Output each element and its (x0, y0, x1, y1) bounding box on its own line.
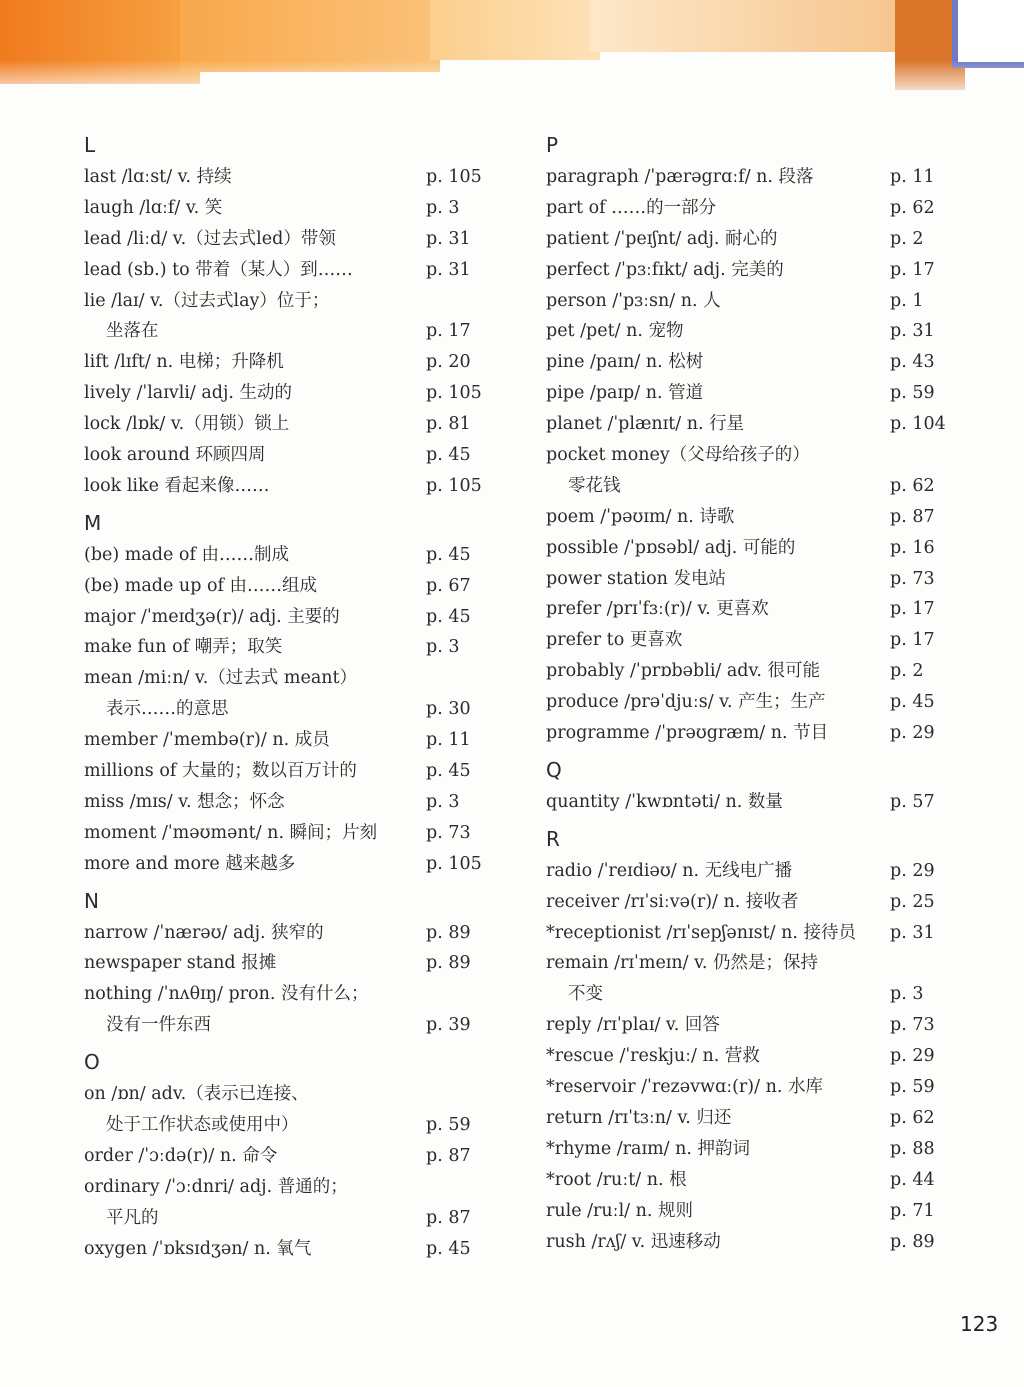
glossary-entry (546, 687, 966, 718)
letter-section-p (546, 128, 966, 749)
entry-term: member /ˈmembə(r)/ n. 成员 (84, 730, 330, 751)
glossary-entry (546, 948, 966, 979)
entry-term: miss /mɪs/ v. 想念；怀念 (84, 791, 285, 812)
glossary-entry (546, 564, 966, 595)
entry-page-ref: p. 43 (890, 352, 935, 373)
entry-continuation (84, 1203, 504, 1234)
entry-term: paragraph /ˈpærəgrɑːf/ n. 段落 (546, 167, 814, 187)
entry-page-ref: p. 88 (890, 1138, 935, 1159)
entry-term: look like 看起来像…… (84, 475, 270, 496)
entry-term: prefer to 更喜欢 (546, 630, 683, 651)
glossary-entry (84, 849, 504, 880)
entry-page-ref: p. 59 (890, 383, 935, 404)
entry-term: 零花钱 (568, 475, 621, 496)
entry-page-ref: p. 105 (426, 853, 482, 874)
glossary-entry (84, 1141, 504, 1172)
glossary-entry (84, 1172, 504, 1203)
entry-term: power station 发电站 (546, 568, 726, 589)
glossary-entry (546, 1072, 966, 1103)
entry-page-ref: p. 17 (890, 599, 935, 620)
entry-continuation (84, 1010, 504, 1041)
glossary-entry (84, 378, 504, 409)
entry-page-ref: p. 105 (426, 167, 482, 187)
glossary-entry (84, 818, 504, 849)
entry-page-ref: p. 17 (890, 259, 935, 280)
entry-page-ref: p. 17 (426, 321, 471, 342)
glossary-entry (84, 440, 504, 471)
entry-term: major /ˈmeɪdʒə(r)/ adj. 主要的 (84, 606, 340, 627)
glossary-entry (546, 1227, 966, 1258)
entry-page-ref: p. 87 (890, 506, 935, 527)
entry-page-ref: p. 25 (890, 891, 935, 912)
entry-term: 坐落在 (106, 321, 159, 342)
entry-term: lift /lɪft/ n. 电梯；升降机 (84, 352, 284, 373)
entry-term: return /rɪˈtɜːn/ v. 归还 (546, 1107, 732, 1128)
glossary-entry (84, 602, 504, 633)
section-letter: L (84, 133, 96, 157)
glossary-entry (84, 918, 504, 949)
entry-continuation (84, 316, 504, 347)
entry-page-ref: p. 39 (426, 1015, 471, 1036)
glossary-entry (546, 594, 966, 625)
entry-page-ref: p. 11 (890, 167, 935, 187)
glossary-entry (84, 540, 504, 571)
entry-page-ref: p. 62 (890, 1107, 935, 1128)
entry-term: rule /ruːl/ n. 规则 (546, 1200, 694, 1221)
glossary-entry (546, 378, 966, 409)
glossary-entry (546, 1041, 966, 1072)
entry-term: lead (sb.) to 带着（某人）到…… (84, 259, 353, 280)
glossary-entry (84, 725, 504, 756)
letter-section-r (546, 822, 966, 1258)
entry-term: laugh /lɑːf/ v. 笑 (84, 197, 223, 218)
glossary-entry (546, 1134, 966, 1165)
entry-term: reply /rɪˈplaɪ/ v. 回答 (546, 1015, 720, 1036)
entry-term: planet /ˈplænɪt/ n. 行星 (546, 414, 745, 435)
entry-term: *root /ruːt/ n. 根 (546, 1169, 687, 1190)
section-letter: R (546, 826, 560, 851)
entry-term: poem /ˈpəʊɪm/ n. 诗歌 (546, 506, 735, 527)
entry-term: look around 环顾四周 (84, 445, 266, 466)
glossary-right-column (546, 124, 966, 1257)
entry-term: perfect /ˈpɜːfɪkt/ adj. 完美的 (546, 259, 784, 280)
entry-page-ref: p. 89 (890, 1231, 935, 1252)
entry-term: more and more 越来越多 (84, 853, 296, 874)
entry-page-ref: p. 67 (426, 575, 471, 596)
entry-term: last /lɑːst/ v. 持续 (84, 167, 232, 187)
entry-term: (be) made up of 由……组成 (84, 575, 318, 596)
entry-term: 平凡的 (106, 1207, 159, 1228)
section-letter: N (84, 888, 99, 913)
entry-page-ref: p. 31 (890, 321, 935, 342)
entry-continuation (546, 471, 966, 502)
entry-term: prefer /prɪˈfɜː(r)/ v. 更喜欢 (546, 599, 769, 620)
letter-section-o (84, 1045, 504, 1264)
entry-page-ref: p. 89 (426, 922, 471, 943)
glossary-entry (84, 632, 504, 663)
entry-term: make fun of 嘲弄；取笑 (84, 637, 283, 658)
glossary-entry (546, 193, 966, 224)
glossary-entry (546, 918, 966, 949)
entry-term: pet /pet/ n. 宠物 (546, 321, 684, 342)
glossary-left-column (84, 124, 504, 1265)
glossary-entry (546, 625, 966, 656)
glossary-entry (546, 347, 966, 378)
entry-term: oxygen /ˈɒksɪdʒən/ n. 氧气 (84, 1238, 312, 1259)
letter-section-l (84, 128, 504, 502)
entry-term: 表示……的意思 (106, 699, 229, 720)
letter-section-q (546, 753, 966, 818)
entry-page-ref: p. 31 (426, 228, 471, 249)
letter-section-n (84, 884, 504, 1042)
glossary-entry (84, 756, 504, 787)
entry-term: part of ……的一部分 (546, 197, 717, 218)
entry-term: patient /ˈpeɪʃnt/ adj. 耐心的 (546, 228, 778, 249)
entry-page-ref: p. 81 (426, 414, 471, 435)
glossary-entry (546, 316, 966, 347)
entry-term: 处于工作状态或使用中） (106, 1115, 299, 1136)
entry-term: rush /rʌʃ/ v. 迅速移动 (546, 1231, 721, 1252)
entry-term: radio /ˈreɪdiəʊ/ n. 无线电广播 (546, 860, 793, 881)
entry-page-ref: p. 45 (426, 544, 471, 565)
entry-term: 没有一件东西 (106, 1015, 211, 1036)
entry-page-ref: p. 59 (890, 1077, 935, 1098)
glossary-entry (84, 571, 504, 602)
entry-page-ref: p. 3 (426, 637, 460, 658)
entry-page-ref: p. 87 (426, 1207, 471, 1228)
glossary-entry (546, 1103, 966, 1134)
glossary-entry (546, 656, 966, 687)
glossary-entry (84, 1234, 504, 1265)
entry-page-ref: p. 2 (890, 228, 924, 249)
glossary-entry (84, 979, 504, 1010)
entry-page-ref: p. 17 (890, 630, 935, 651)
section-letter: P (546, 133, 559, 157)
entry-page-ref: p. 20 (426, 352, 471, 373)
entry-term: remain /rɪˈmeɪn/ v. 仍然是；保持 (546, 953, 819, 974)
entry-term: *reservoir /ˈrezəvwɑː(r)/ n. 水库 (546, 1077, 823, 1098)
entry-page-ref: p. 89 (426, 953, 471, 974)
entry-term: lively /ˈlaɪvli/ adj. 生动的 (84, 383, 293, 404)
entry-page-ref: p. 87 (426, 1145, 471, 1166)
entry-term: millions of 大量的；数以百万计的 (84, 761, 357, 782)
entry-term: produce /prəˈdjuːs/ v. 产生；生产 (546, 692, 826, 713)
glossary-entry (546, 440, 966, 471)
glossary-entry (546, 286, 966, 317)
glossary-entry (546, 224, 966, 255)
entry-page-ref: p. 1 (890, 290, 924, 311)
entry-term: pine /paɪn/ n. 松树 (546, 352, 704, 373)
entry-page-ref: p. 73 (426, 822, 471, 843)
entry-page-ref: p. 62 (890, 475, 935, 496)
entry-page-ref: p. 45 (426, 761, 471, 782)
entry-term: *receptionist /rɪˈsepʃənɪst/ n. 接待员 (546, 922, 856, 943)
entry-term: receiver /rɪˈsiːvə(r)/ n. 接收者 (546, 891, 799, 912)
entry-page-ref: p. 45 (426, 445, 471, 466)
glossary-entry (84, 286, 504, 317)
section-letter: Q (546, 757, 562, 782)
entry-term: narrow /ˈnærəʊ/ adj. 狭窄的 (84, 922, 324, 943)
entry-continuation (84, 1110, 504, 1141)
glossary-entry (546, 856, 966, 887)
entry-page-ref: p. 44 (890, 1169, 935, 1190)
entry-page-ref: p. 2 (890, 661, 924, 682)
entry-page-ref: p. 30 (426, 699, 471, 720)
glossary-entry (84, 347, 504, 378)
glossary-entry (84, 787, 504, 818)
glossary-entry (546, 409, 966, 440)
glossary-entry (84, 224, 504, 255)
letter-section-m (84, 506, 504, 880)
entry-term: nothing /ˈnʌθɪŋ/ pron. 没有什么； (84, 984, 369, 1005)
glossary-entry (546, 787, 966, 818)
entry-page-ref: p. 11 (426, 730, 471, 751)
entry-page-ref: p. 45 (426, 606, 471, 627)
glossary-entry (546, 1196, 966, 1227)
entry-term: (be) made of 由……制成 (84, 544, 290, 565)
entry-term: probably /ˈprɒbəbli/ adv. 很可能 (546, 661, 820, 682)
entry-page-ref: p. 71 (890, 1200, 935, 1221)
entry-term: lead /liːd/ v.（过去式led）带领 (84, 228, 336, 249)
glossary-entry (546, 1165, 966, 1196)
entry-term: 不变 (568, 984, 603, 1005)
glossary-entry (546, 502, 966, 533)
entry-term: pocket money（父母给孩子的） (546, 445, 810, 466)
entry-page-ref: p. 73 (890, 1015, 935, 1036)
entry-term: order /ˈɔːdə(r)/ n. 命令 (84, 1145, 278, 1166)
glossary-entry (84, 1079, 504, 1110)
decorative-banner (0, 0, 1024, 96)
entry-page-ref: p. 105 (426, 475, 482, 496)
entry-page-ref: p. 29 (890, 723, 935, 744)
entry-continuation (84, 694, 504, 725)
entry-term: moment /ˈməʊmənt/ n. 瞬间；片刻 (84, 822, 378, 843)
glossary-entry (546, 1010, 966, 1041)
entry-term: newspaper stand 报摊 (84, 953, 277, 974)
glossary-entry (84, 663, 504, 694)
entry-page-ref: p. 105 (426, 383, 482, 404)
entry-page-ref: p. 45 (426, 1238, 471, 1259)
glossary-entry (84, 255, 504, 286)
entry-page-ref: p. 3 (890, 984, 924, 1005)
entry-term: possible /ˈpɒsəbl/ adj. 可能的 (546, 537, 796, 558)
entry-term: person /ˈpɜːsn/ n. 人 (546, 290, 721, 311)
section-letter: M (84, 510, 102, 535)
entry-page-ref: p. 31 (890, 922, 935, 943)
entry-page-ref: p. 73 (890, 568, 935, 589)
glossary-entry (546, 162, 966, 193)
glossary-entry (84, 162, 504, 193)
entry-page-ref: p. 16 (890, 537, 935, 558)
glossary-entry (546, 887, 966, 918)
entry-term: *rescue /ˈreskjuː/ n. 营救 (546, 1046, 760, 1067)
entry-page-ref: p. 31 (426, 259, 471, 280)
entry-page-ref: p. 62 (890, 197, 935, 218)
entry-term: pipe /paɪp/ n. 管道 (546, 383, 704, 404)
entry-term: lock /lɒk/ v.（用锁）锁上 (84, 414, 290, 435)
entry-continuation (546, 979, 966, 1010)
entry-page-ref: p. 29 (890, 860, 935, 881)
entry-term: on /ɒn/ adv.（表示已连接、 (84, 1084, 309, 1105)
glossary-entry (84, 409, 504, 440)
entry-page-ref: p. 57 (890, 791, 935, 812)
page-number: 123 (960, 1312, 999, 1336)
entry-page-ref: p. 104 (890, 414, 946, 435)
entry-term: lie /laɪ/ v.（过去式lay）位于； (84, 290, 330, 311)
entry-page-ref: p. 45 (890, 692, 935, 713)
entry-term: ordinary /ˈɔːdnri/ adj. 普通的； (84, 1176, 348, 1197)
glossary-entry (546, 533, 966, 564)
section-letter: O (84, 1050, 100, 1075)
glossary-entry (84, 471, 504, 502)
glossary-entry (546, 255, 966, 286)
entry-term: programme /ˈprəʊgræm/ n. 节目 (546, 723, 829, 744)
entry-page-ref: p. 29 (890, 1046, 935, 1067)
glossary-entry (84, 193, 504, 224)
entry-term: mean /miːn/ v.（过去式 meant） (84, 668, 358, 689)
entry-page-ref: p. 3 (426, 197, 460, 218)
entry-term: quantity /ˈkwɒntəti/ n. 数量 (546, 791, 783, 812)
entry-term: *rhyme /raɪm/ n. 押韵词 (546, 1138, 751, 1159)
entry-page-ref: p. 3 (426, 791, 460, 812)
glossary-entry (546, 718, 966, 749)
entry-page-ref: p. 59 (426, 1115, 471, 1136)
glossary-entry (84, 948, 504, 979)
